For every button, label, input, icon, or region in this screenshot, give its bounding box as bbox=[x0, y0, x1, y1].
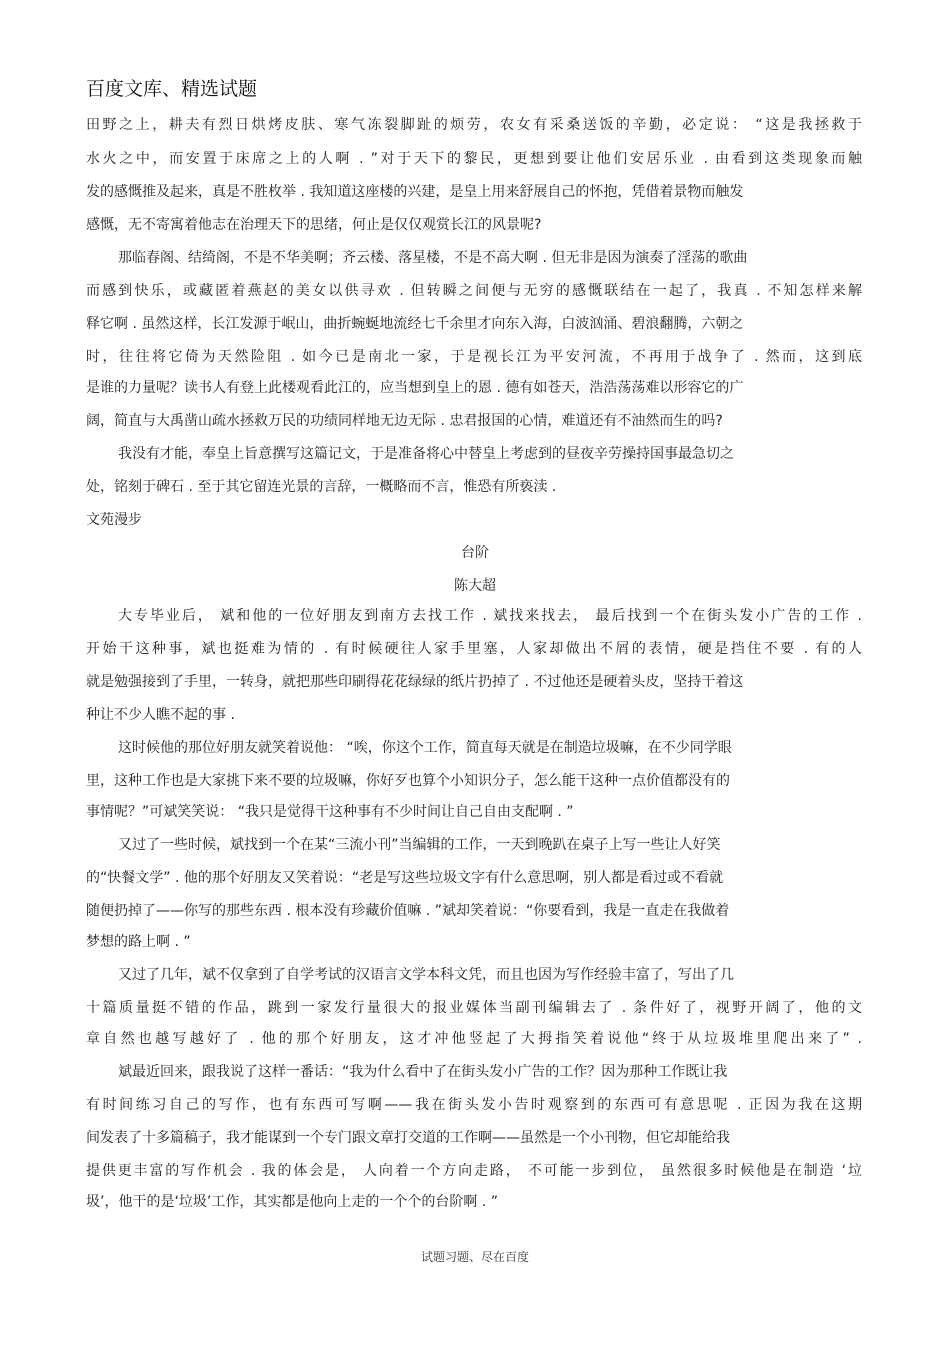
article-author: 陈大超 bbox=[454, 578, 496, 594]
section-heading: 文苑漫步 bbox=[86, 512, 142, 528]
paragraph-line: 而感到快乐，或藏匿着燕赵的美女以供寻欢 . 但转瞬之间便与无穷的感慨联结在一起了，我真 . 不知怎样来解 bbox=[86, 283, 862, 299]
paragraph-line: 十篇质量挺不错的作品，跳到一家发行量很大的报业媒体当副刊编辑去了 . 条件好了，视野开阔了，他的文 bbox=[86, 1000, 862, 1016]
paragraph-line: 处，铭刻于碑石 . 至于其它留连光景的言辞，一概略而不言，惟恐有所亵渎 . bbox=[86, 479, 557, 495]
paragraph-line: 这时候他的那位好朋友就笑着说他： “唉，你这个工作，简直每天就是在制造垃圾嘛，在不少同学眼 bbox=[118, 740, 732, 756]
paragraph-line: 梦想的路上啊 . ” bbox=[86, 934, 191, 950]
paragraph-line: 发的感慨推及起来，真是不胜枚举 . 我知道这座楼的兴建，是皇上用来舒展自己的怀抱，凭借着景物而触发 bbox=[86, 184, 744, 200]
paragraph-line: 斌最近回来，跟我说了这样一番话：“我为什么看中了在街头发小广告的工作？因为那种工作既让我 bbox=[118, 1064, 728, 1080]
page-title: 百度文库、精选试题 bbox=[86, 78, 258, 100]
paragraph-line: 我没有才能，奉皇上旨意撰写这篇记文，于是准备将心中替皇上考虑到的昼夜辛劳操持国事最急切之 bbox=[118, 446, 734, 462]
paragraph-line: 就是勉强接到了手里，一转身，就把那些印刷得花花绿绿的纸片扔掉了 . 不过他还是硬着头皮，坚持干着这 bbox=[86, 674, 744, 690]
paragraph-line: 田野之上，耕夫有烈日烘烤皮肤、寒气冻裂脚趾的烦劳，农女有采桑送饭的辛勤，必定说： “这是我拯救于 bbox=[86, 117, 862, 133]
paragraph-line: 是谁的力量呢？读书人有登上此楼观看此江的，应当想到皇上的恩 . 德有如苍天，浩浩荡荡难以形容它的广 bbox=[86, 380, 744, 396]
paragraph-line: 感慨，无不寄寓着他志在治理天下的思绪，何止是仅仅观赏长江的风景呢? bbox=[86, 217, 542, 233]
paragraph-line: 提供更丰富的写作机会 . 我的体会是， 人向着一个方向走路， 不可能一步到位， 虽然很多时候他是在制造 ‘垃 bbox=[86, 1163, 862, 1179]
paragraph-line: 水火之中，而安置于床席之上的人啊 . ”对于天下的黎民，更想到要让他们安居乐业 . 由看到这类现象而触 bbox=[86, 151, 862, 167]
paragraph-line: 又过了几年，斌不仅拿到了自学考试的汉语言文学本科文凭，而且也因为写作经验丰富了，写出了几 bbox=[118, 967, 734, 983]
paragraph-line: 开始干这种事，斌也挺难为情的 . 有时候硬往人家手里塞，人家却做出不屑的表情，硬是挡住不要 . 有的人 bbox=[86, 641, 862, 657]
paragraph-line: 那临春阁、结绮阁，不是不华美啊；齐云楼、落星楼，不是不高大啊 . 但无非是因为演奏了淫荡的歌曲 bbox=[118, 250, 748, 266]
paragraph-line: 随便扔掉了——你写的那些东西 . 根本没有珍藏价值嘛 . ”斌却笑着说：“你要看到，我是一直走在我做着 bbox=[86, 903, 730, 919]
paragraph-line: 章自然也越写越好了 . 他的那个好朋友，这才冲他竖起了大拇指笑着说他“终于从垃圾堆里爬出来了” . bbox=[86, 1031, 862, 1047]
paragraph-line: 释它啊 . 虽然这样，长江发源于岷山，曲折蜿蜒地流经七千余里才向东入海，白波汹涌、碧浪翻腾，六朝之 bbox=[86, 316, 744, 332]
paragraph-line: 有时间练习自己的写作，也有东西可写啊——我在街头发小告时观察到的东西可有意思呢 . 正因为我在这期 bbox=[86, 1097, 862, 1113]
paragraph-line: 里，这种工作也是大家挑下来不要的垃圾嘛，你好歹也算个小知识分子，怎么能干这种一点价值都没有的 bbox=[86, 773, 730, 789]
paragraph-line: 间发表了十多篇稿子，我才能谋到一个专门跟文章打交道的工作啊——虽然是一个小刊物，但它却能给我 bbox=[86, 1130, 730, 1146]
paragraph-line: 种让不少人瞧不起的事 . bbox=[86, 707, 235, 723]
paragraph-line: 圾’，他干的是‘垃圾’工作，其实都是他向上走的一个个的台阶啊 . ” bbox=[86, 1194, 498, 1210]
paragraph-line: 的“快餐文学” . 他的那个好朋友又笑着说：“老是写这些垃圾文字有什么意思啊，别人都是看过或不看就 bbox=[86, 870, 724, 886]
paragraph-line: 大专毕业后， 斌和他的一位好朋友到南方去找工作 . 斌找来找去， 最后找到一个在街头发小广告的工作 . bbox=[118, 608, 862, 624]
paragraph-line: 又过了一些时候，斌找到一个在某“三流小刊”当编辑的工作，一天到晚趴在桌子上写一些让人好笑 bbox=[118, 837, 721, 853]
paragraph-line: 阔，简直与大禹凿山疏水拯救万民的功绩同样地无边无际 . 忠君报国的心情，难道还有不油然而生的吗? bbox=[86, 413, 723, 429]
article-title: 台阶 bbox=[461, 545, 489, 561]
paragraph-line: 时，往往将它倚为天然险阻 . 如今已是南北一家，于是视长江为平安河流，不再用于战争了 . 然而，这到底 bbox=[86, 349, 862, 365]
paragraph-line: 事情呢？”可斌笑笑说： “我只是觉得干这种事有不少时间让自己自由支配啊 . ” bbox=[86, 804, 574, 820]
page-footer: 试题习题、尽在百度 bbox=[420, 1250, 529, 1264]
